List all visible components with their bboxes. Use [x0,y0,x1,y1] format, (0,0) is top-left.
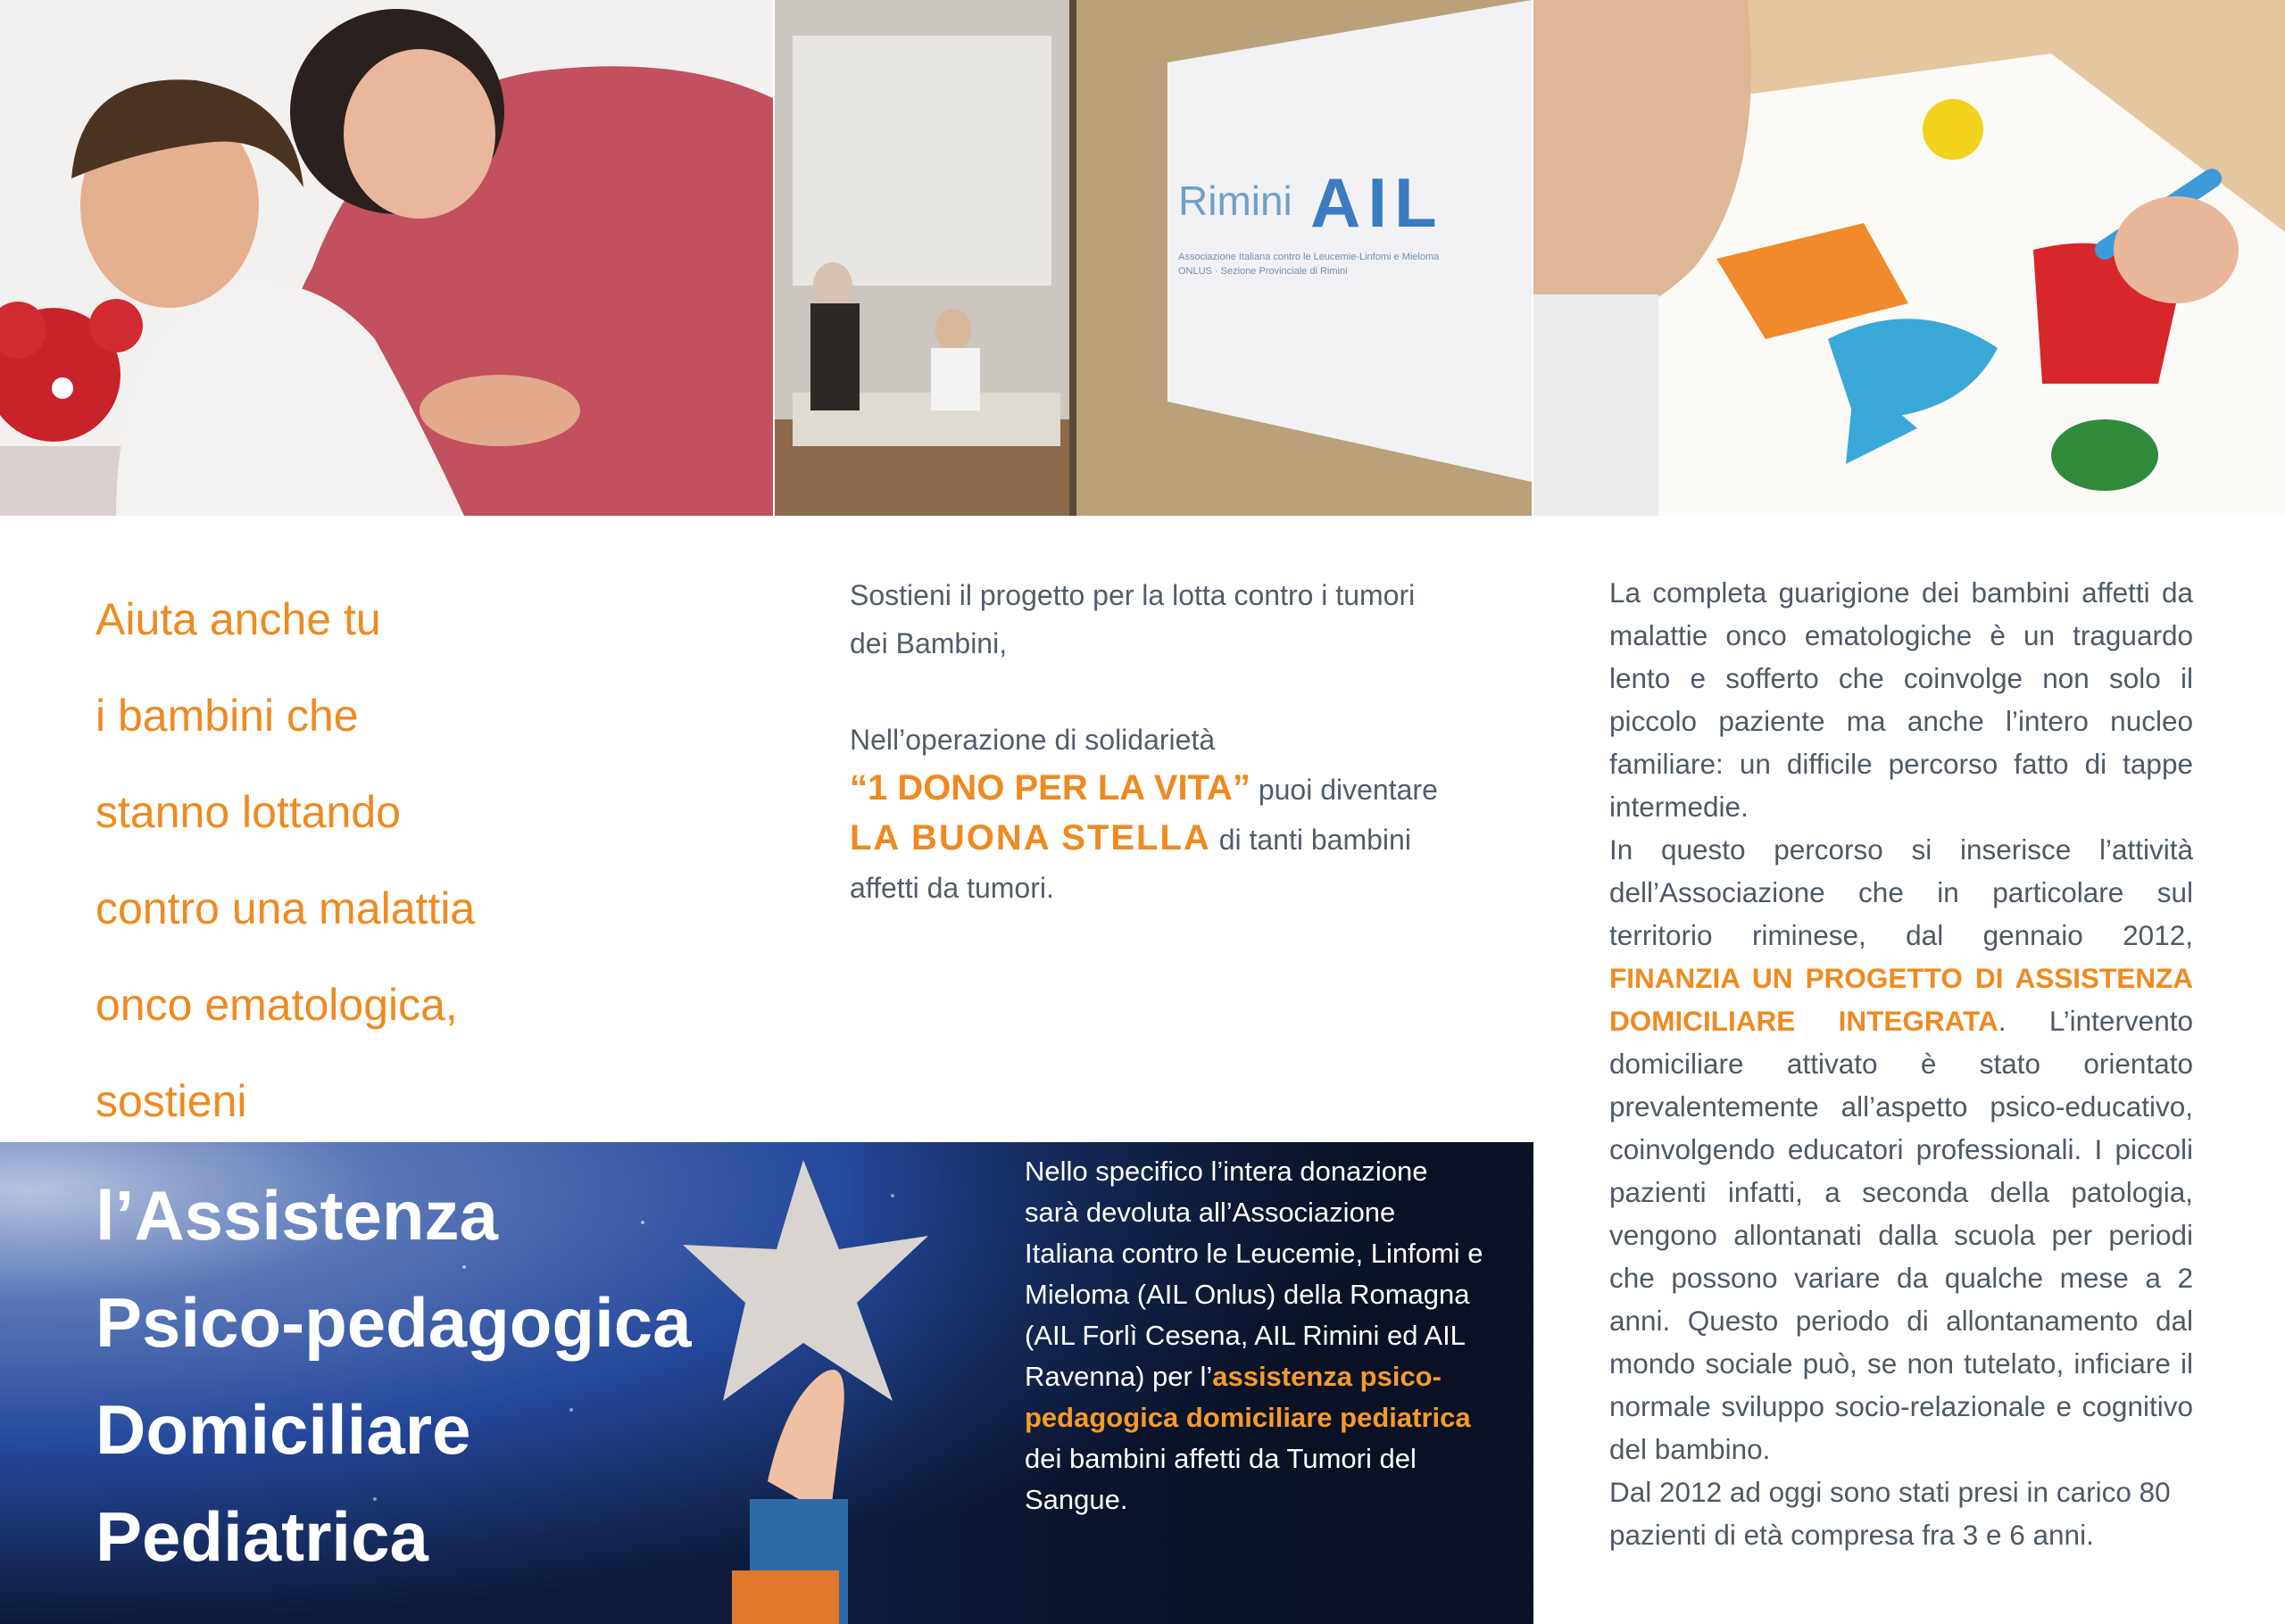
support-paragraph [850,716,1457,912]
operation-intro: Nell’operazione di solidarietà [850,724,1216,756]
description-p2-start: In questo percorso si inserisce l’attività dell’Associazione che in particolare sul territorio riminese, dal gennaio 2012, [1609,833,2193,951]
buona-stella: LA BUONA STELLA [850,818,1211,858]
operation-mid: puoi diventare [1250,774,1438,806]
headline-line: sostieni [96,1076,247,1126]
headline [96,571,810,1149]
support-column [850,571,1457,912]
description-p2-end: . L’intervento domiciliare attivato è stato orientato prevalentemente all’aspetto psico-educativo, coinvolgendo educatori professionali. I piccoli pazienti infatti, a seconda della patologia, vengono allontanati dalla scuola per periodi che possono variare da qualche mese a 2 anni. Questo periodo di allontanamento dal mondo sociale può, se non tutelato, inficiare il normale sviluppo socio-relazionale e cognitivo del bambino. [1609,1005,2193,1465]
logo-ail: AIL [1310,163,1444,242]
star-panel [0,1142,1533,1624]
headline-line: onco ematologica, [96,980,458,1030]
donation-details [1025,1151,1489,1520]
donation-text-start: Nello specifico l’intera donazione sarà devoluta all’Associazione Italiana contro le Leucemie, Linfomi e Mieloma (AIL Onlus) della Romagna (AIL Forlì Cesena, AIL Rimini ed AIL Ravenna) per l’ [1025,1156,1483,1392]
photo-ail-office [775,0,1532,516]
title-line: l’Assistenza [96,1176,498,1255]
operation-end: di tanti bambini affetti da tumori. [850,824,1411,904]
headline-line: stanno lottando [96,787,401,837]
description-highlight: FINANZIA UN PROGETTO DI ASSISTENZA DOMICILIARE INTEGRATA [1609,962,2193,1037]
logo-caption-line1: Associazione Italiana contro le Leucemie-Linfomi e Mieloma [1178,252,1440,262]
photo-woman-and-child [0,0,773,516]
project-description [1609,571,2193,1556]
description-paragraph-1: La completa guarigione dei bambini affetti da malattie onco ematologiche è un traguardo lento e sofferto che coinvolge non solo il piccolo paziente ma anche l’intero nucleo familiare: un difficile percorso fatto di tappe intermedie. [1609,576,2193,823]
logo-caption-line2: ONLUS · Sezione Provinciale di Rimini [1178,266,1348,277]
headline-line: contro una malattia [96,883,476,933]
title-line: Pediatrica [96,1497,428,1576]
logo-rimini: Rimini [1178,178,1292,224]
photo-child-drawing [1533,0,2285,516]
assistance-title [96,1162,774,1590]
description-paragraph-3: Dal 2012 ad oggi sono stati presi in carico 80 pazienti di età compresa fra 3 e 6 anni. [1609,1476,2171,1551]
donation-highlight: assistenza psico-pedagogica domiciliare pediatrica [1025,1361,1471,1433]
title-line: Domiciliare [96,1390,471,1469]
donation-text-end: dei bambini affetti da Tumori del Sangue. [1025,1443,1417,1515]
title-line: Psico-pedagogica [96,1283,692,1362]
support-intro: Sostieni il progetto per la lotta contro i tumori dei Bambini, [850,579,1416,659]
dono-per-la-vita: “1 DONO PER LA VITA” [850,768,1251,808]
description-paragraph-2 [1609,828,2193,1471]
headline-line: i bambini che [96,691,359,741]
headline-line: Aiuta anche tu [96,594,381,644]
